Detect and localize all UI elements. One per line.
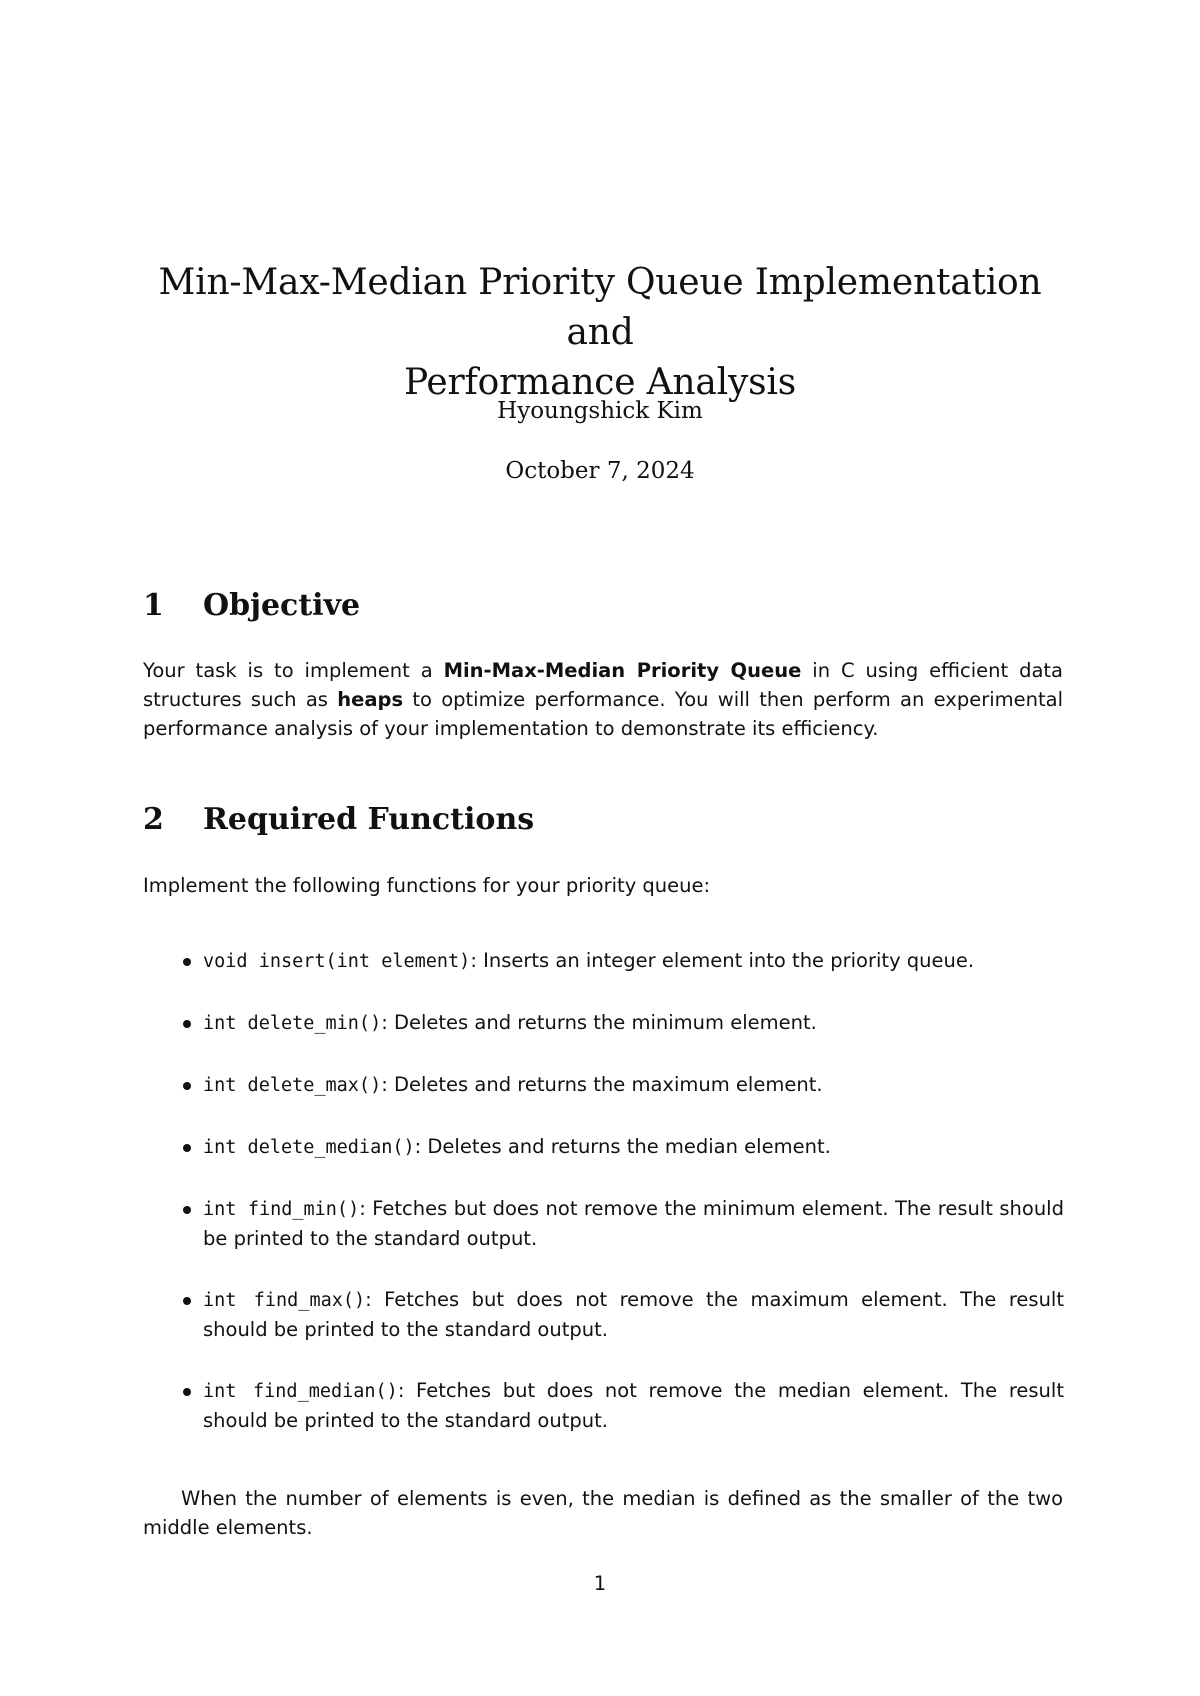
function-signature: int find_median()	[203, 1381, 398, 1402]
function-signature: int delete_median()	[203, 1137, 415, 1158]
function-description: : Deletes and returns the minimum element.	[381, 1011, 817, 1034]
title-line-2: Performance Analysis	[404, 362, 796, 403]
list-item	[180, 1070, 1064, 1100]
list-item	[180, 1194, 1064, 1253]
document-date: October 7, 2024	[505, 458, 695, 484]
bullet-icon	[183, 1082, 191, 1090]
objective-text-1: Your task is to implement a	[143, 659, 444, 682]
section-number: 1	[143, 588, 164, 623]
objective-bold-1: Min-Max-Median Priority Queue	[443, 659, 802, 682]
list-item	[180, 1285, 1064, 1344]
function-signature: int delete_max()	[203, 1075, 382, 1096]
function-signature: int find_min()	[203, 1199, 360, 1220]
list-item	[180, 1008, 1064, 1038]
objective-text-3: to optimize performance. You will then perform an experimental performance analysis of your implementation to demonstrate its efficiency.	[143, 688, 1063, 740]
bullet-icon	[183, 1388, 191, 1396]
bullet-icon	[183, 1020, 191, 1028]
bullet-icon	[183, 1144, 191, 1152]
page-number: 1	[593, 1572, 607, 1595]
bullet-icon	[183, 1297, 191, 1305]
functions-intro-paragraph: Implement the following functions for your priority queue:	[143, 874, 711, 897]
author-name: Hyoungshick Kim	[497, 398, 703, 424]
section-title: Required Functions	[203, 802, 535, 837]
function-description: : Fetches but does not remove the minimum element. The result should be printed to the standard output.	[203, 1197, 1064, 1250]
section-title: Objective	[203, 588, 361, 623]
function-description: : Fetches but does not remove the median element. The result should be printed to the standard output.	[203, 1379, 1064, 1432]
title-line-1: Min-Max-Median Priority Queue Implementation and	[158, 262, 1042, 353]
bullet-icon	[183, 1206, 191, 1214]
section-heading-objective	[143, 588, 360, 623]
function-description: : Inserts an integer element into the priority queue.	[470, 949, 975, 972]
objective-bold-2: heaps	[337, 688, 404, 711]
section-number: 2	[143, 802, 164, 837]
bullet-icon	[183, 958, 191, 966]
objective-text-2: in C using efficient data structures such as	[143, 659, 1063, 711]
list-item	[180, 946, 1064, 976]
function-description: : Deletes and returns the maximum element.	[381, 1073, 823, 1096]
function-description: : Fetches but does not remove the maximum element. The result should be printed to the standard output.	[203, 1288, 1064, 1341]
function-signature: int delete_min()	[203, 1013, 382, 1034]
list-item	[180, 1132, 1064, 1162]
objective-paragraph	[143, 656, 1063, 743]
document-title	[140, 258, 1060, 408]
function-description: : Deletes and returns the median element.	[414, 1135, 831, 1158]
list-item	[180, 1376, 1064, 1435]
function-signature: void insert(int element)	[203, 951, 471, 972]
section-heading-required-functions	[143, 802, 534, 837]
function-signature: int find_max()	[203, 1290, 366, 1311]
median-definition-paragraph: When the number of elements is even, the median is defined as the smaller of the two middle elements.	[143, 1487, 1063, 1539]
